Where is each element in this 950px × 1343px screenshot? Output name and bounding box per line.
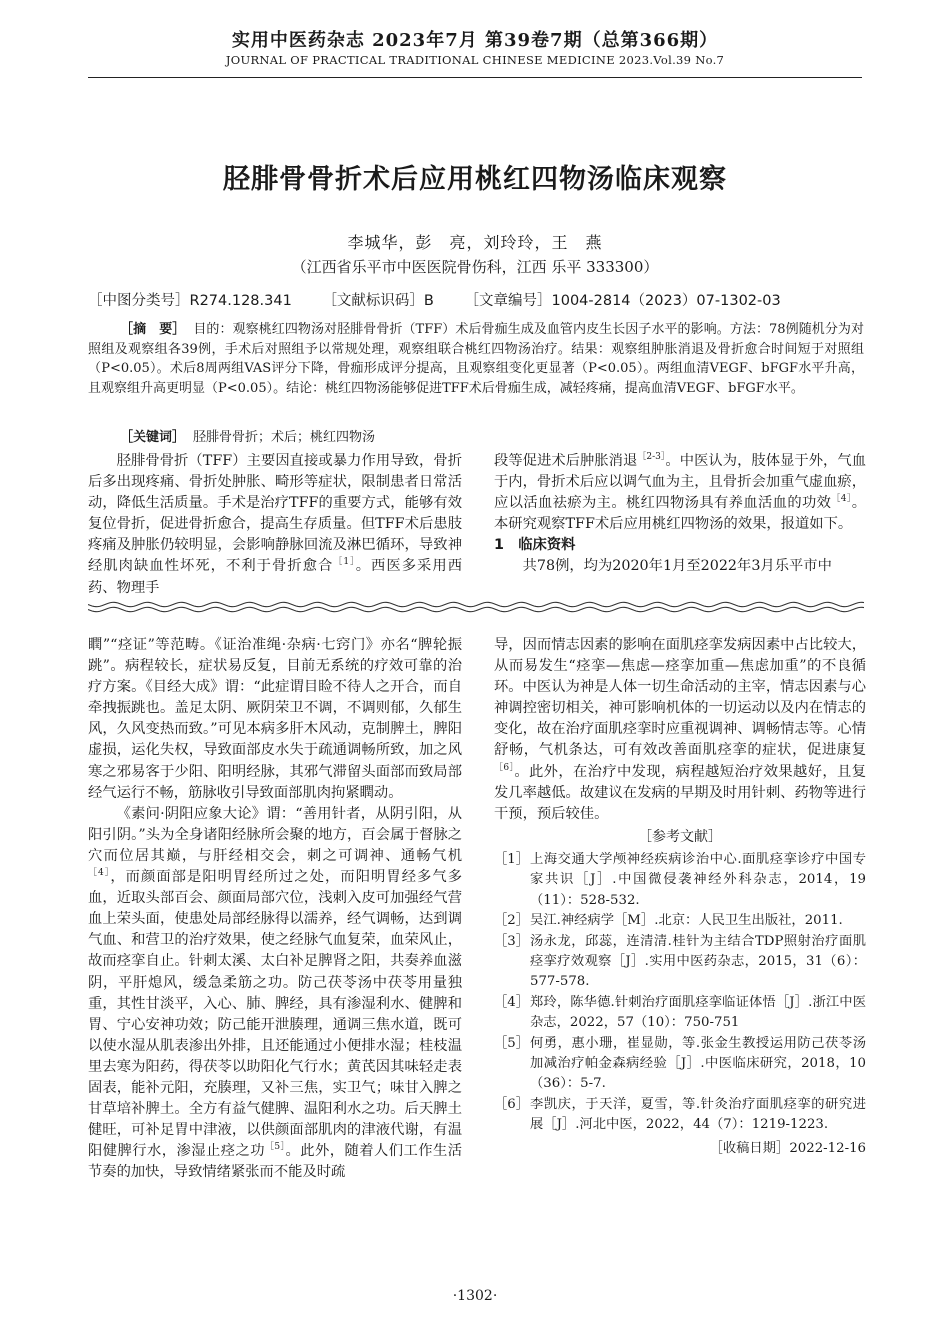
journal-title-cn: 实用中医药杂志 2023年7月 第39卷7期（总第366期） xyxy=(231,30,719,51)
reference-text: 郑玲，陈华德.针刺治疗面肌痉挛临证体悟［J］.浙江中医杂志，2022，57（10）：750-751 xyxy=(530,994,866,1031)
document-code: ［文献标识码］B xyxy=(322,293,434,309)
bottom-left-column xyxy=(88,635,462,1183)
page-number: ·1302· xyxy=(452,1288,498,1304)
citation: ［4］ xyxy=(831,494,852,505)
intro-text: 胫腓骨骨折（TFF）主要因直接或暴力作用导致，骨折后多出现疼痛、骨折处肿胀、畸形等症状，限制患者日常活动，降低生活质量。手术是治疗TFF的重要方式，能够有效复位骨折，促进骨折愈合，提高生存质量。但TFF术后患肢疼痛及肿胀仍较明显，会影响静脉回流及淋巴循环，导致神经肌肉缺血性坏死，不利于骨折愈合 xyxy=(88,453,462,575)
reference-item xyxy=(494,911,866,931)
discussion-p2-tail: 。此外，随着人们工作生活节奏的加快，导致情绪紧张而不能及时疏 xyxy=(88,1143,463,1181)
intro-continuation xyxy=(494,451,866,535)
clinical-data-paragraph: 共78例，均为2020年1月至2022年3月乐平市中 xyxy=(522,558,832,575)
reference-item xyxy=(494,993,866,1034)
reference-text: 李凯庆，于天洋，夏雪，等.针灸治疗面肌痉挛的研究进展［J］.河北中医，2022，44（7）：1219-1223. xyxy=(530,1096,866,1133)
keywords-label: ［关键词］ xyxy=(120,430,186,445)
reference-item xyxy=(494,932,866,993)
intro-cont-text: 段等促进术后肿胀消退 xyxy=(494,453,638,469)
references-title: ［参考文献］ xyxy=(638,828,722,845)
reference-number: ［6］ xyxy=(494,1096,530,1112)
article-number: ［文章编号］1004-2814（2023）07-1302-03 xyxy=(464,293,781,309)
bottom-right-column xyxy=(494,635,866,1159)
wavy-divider xyxy=(88,600,864,614)
discussion-p2-text: 《素问·阴阳应象大论》谓：“善用针者，从阴引阳，从阳引阴。”头为全身诸阳经脉所会聚的地方，百会属于督脉之穴而位居其巅，与肝经相交会，刺之可调神、通畅气机 xyxy=(88,805,462,864)
intro-cont-tail: 。本研究观察TFF术后应用桃红四物汤的效果，报道如下。 xyxy=(494,495,866,533)
article-authors: 李城华，彭 亮，刘玲玲，王 燕 xyxy=(347,233,603,252)
header-rule xyxy=(88,77,862,78)
keywords-text: 胫腓骨骨折；术后；桃红四物汤 xyxy=(193,430,376,445)
abstract-label: ［摘 要］ xyxy=(120,322,186,337)
reference-item xyxy=(494,850,866,911)
discussion-continuation xyxy=(494,635,866,825)
citation: ［1］ xyxy=(333,557,356,568)
reference-number: ［1］ xyxy=(494,851,530,867)
reference-text: 上海交通大学颅神经疾病诊治中心.面肌痉挛诊疗中国专家共识［J］.中国微侵袭神经外科杂志，2014，19（11）：528-532. xyxy=(530,851,866,908)
keywords xyxy=(88,428,864,448)
clc-number: ［中图分类号］R274.128.341 xyxy=(88,293,292,309)
discussion-paragraph-2 xyxy=(88,804,462,1184)
abstract xyxy=(88,320,864,398)
discussion-paragraph-1: 瞤”“痉证”等范畴。《证治准绳·杂病·七窍门》亦名“脾轮振跳”。病程较长，症状易反复，目前无系统的疗效可靠的治疗方案。《目经大成》谓：“此症谓目睑不待人之开合，而自牵拽振跳也。盖足太阴、厥阴荣卫不调，不调则郁，久郁生风，久风变热而致。”可见本病多肝木风动，克制脾土，脾阳虚损，运化失权，导致面部皮水失于疏通调畅所致，加之风寒之邪易客于少阳、阳明经脉，其邪气滞留头面部而致局部经气运行不畅，筋脉收引导致面部肌肉拘紧瞤动。 xyxy=(88,637,462,801)
citation: ［5］ xyxy=(264,1142,286,1153)
discussion-cont-text: 导，因而情志因素的影响在面肌痉挛发病因素中占比较大，从而易发生“痉挛—焦虑—痉挛加重—焦虑加重”的不良循环。中医认为神是人体一切生命活动的主宰，情志因素与心神调控密切相关，神可影响机体的一切运动以及内在情志的变化，故在治疗面肌痉挛时应重视调神、调畅情志等。心情舒畅，气机条达，可有效改善面肌痉挛的症状，促进康复 xyxy=(494,637,866,759)
article-title: 胫腓骨骨折术后应用桃红四物汤临床观察 xyxy=(223,164,727,195)
citation: ［2-3］ xyxy=(637,452,666,463)
reference-item xyxy=(494,1095,866,1136)
top-left-column xyxy=(88,451,462,599)
intro-paragraph xyxy=(88,451,462,599)
citation: ［6］ xyxy=(494,762,515,773)
reference-list xyxy=(494,850,866,1136)
top-right-column xyxy=(494,451,866,578)
article-affiliation: （江西省乐平市中医医院骨伤科，江西 乐平 333300） xyxy=(291,258,659,276)
classification-line xyxy=(88,289,868,310)
reference-text: 汤永龙，邱蕊，连清清.桂针为主结合TDP照射治疗面肌痉挛疗效观察［J］.实用中医药杂志，2015，31（6）：577-578. xyxy=(530,933,866,990)
reference-number: ［2］ xyxy=(494,913,530,929)
received-date: ［收稿日期］2022-12-16 xyxy=(709,1140,866,1156)
citation: ［4］ xyxy=(88,868,111,879)
intro-cont-rest: 。中医认为，肢体显于外，气血于内，骨折术后应以调气血为主，且骨折会加重气虚血瘀，应以活血祛瘀为主。桃红四物汤具有养血活血的功效 xyxy=(494,453,867,512)
reference-number: ［5］ xyxy=(494,1035,530,1051)
reference-number: ［3］ xyxy=(494,933,530,949)
reference-text: 吴江.神经病学［M］.北京：人民卫生出版社，2011. xyxy=(530,913,843,929)
section-heading: 1 临床资料 xyxy=(494,537,576,554)
abstract-text: 目的：观察桃红四物汤对胫腓骨骨折（TFF）术后骨痂生成及血管内皮生长因子水平的影响。方法：78例随机分为对照组及观察组各39例，手术后对照组予以常规处理，观察组联合桃红四物汤治疗。结果：观察组肿胀消退及骨折愈合时间短于对照组（P<0.05）。术后8周两组VAS评分下降，骨痂形成评分提高，且观察组变化更显著（P<0.05）。两组血清VEGF、bFGF水平升高，且观察组升高更明显（P<0.05）。结论：桃红四物汤能够促进TFF术后骨痂生成，减轻疼痛，提高血清VEGF、bFGF水平。 xyxy=(88,322,864,396)
discussion-cont-tail: 。此外，在治疗中发现，病程越短治疗效果越好，且复发几率越低。故建议在发病的早期及时用针刺、药物等进行干预，预后较佳。 xyxy=(494,763,866,822)
reference-item xyxy=(494,1034,866,1095)
intro-tail: 。西医多采用西药、物理手 xyxy=(88,558,463,596)
reference-text: 何勇，惠小珊，崔显勋，等.张金生教授运用防己茯苓汤加减治疗帕金森病经验［J］.中医临床研究，2018，10（36）：5-7. xyxy=(530,1035,866,1092)
reference-number: ［4］ xyxy=(494,994,530,1010)
discussion-p2-rest: ，而颜面部是阳明胃经所过之处，而阳明胃经多气多血，近取头部百会、颜面局部穴位，浅刺入皮可加强经气营血上荣头面，使患处局部经脉得以濡养，经气调畅，达到调气血、和营卫的治疗效果，使之经脉气血复荣，血荣风止，故而痉挛自止。针刺太溪、太白补足脾肾之阳，共奏养血滋阴，平肝熄风，缓急柔筋之功。防己茯苓汤中茯苓用量独重，其性甘淡平，入心、肺、脾经，具有渗湿利水、健脾和胃、宁心安神功效；防己能开泄腠理，通调三焦水道，既可以使水湿从肌表渗出外排，且还能通过小便排水湿；桂枝温里去寒为阳药，得茯苓以助阳化气行水；黄芪因其味轻走表固表，能补元阳，充腠理，又补三焦，实卫气；味甘入脾之甘草培补脾土。全方有益气健脾、温阳利水之功。后天脾土健旺，可补足胃中津液，以供颜面部肌肉的津液代谢，有温阳健脾行水，渗湿止痉之功 xyxy=(88,869,462,1160)
journal-title-en: JOURNAL OF PRACTICAL TRADITIONAL CHINESE MEDICINE 2023.Vol.39 No.7 xyxy=(225,53,725,67)
